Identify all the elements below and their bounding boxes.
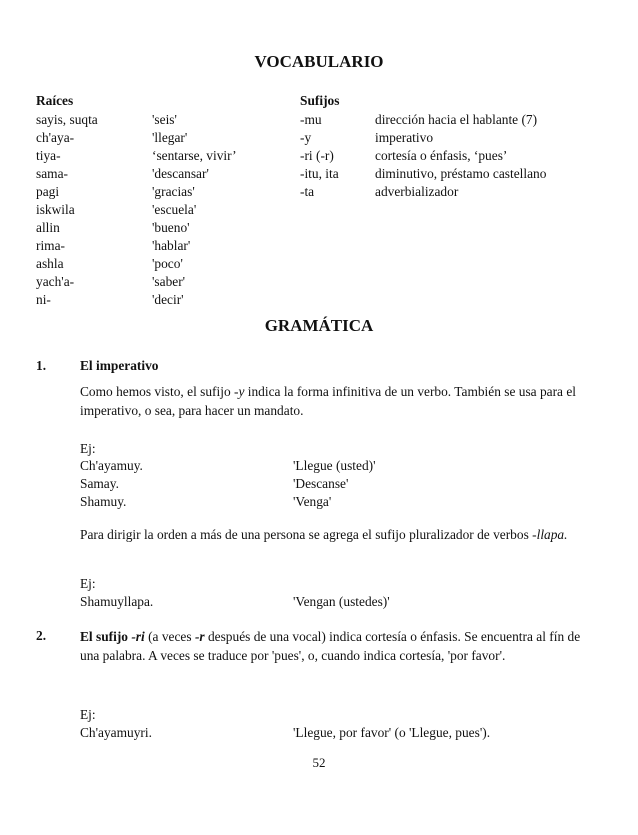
example-quechua: Shamuy. [80, 494, 127, 509]
section-1-number: 1. [36, 358, 47, 373]
root-meaning: 'escuela' [152, 202, 197, 217]
root-word: allin [36, 220, 60, 235]
suffix-form: -y [300, 130, 312, 145]
section-1-paragraph-1 [80, 382, 600, 420]
example-spanish: 'Llegue (usted)' [293, 458, 376, 473]
root-word: ashla [36, 256, 64, 271]
root-word: sayis, suqta [36, 112, 98, 127]
root-word: sama- [36, 166, 68, 181]
root-meaning: 'gracias' [152, 184, 195, 199]
root-word: iskwila [36, 202, 75, 217]
root-row [0, 220, 638, 238]
root-word: ni- [36, 292, 51, 307]
example-spanish: 'Venga' [293, 494, 332, 509]
example-label: Ej: [80, 576, 96, 591]
vocabulary-title: VOCABULARIO [254, 52, 384, 71]
suffix-meaning: cortesía o énfasis, ‘pues’ [375, 148, 508, 163]
suffix-row [0, 166, 638, 184]
root-row [0, 238, 638, 256]
root-row [0, 202, 638, 220]
suffix-form: -ta [300, 184, 315, 199]
root-meaning: 'bueno' [152, 220, 190, 235]
suffix-term: -y [234, 384, 245, 399]
root-meaning: 'llegar' [152, 130, 188, 145]
root-word: ch'aya- [36, 130, 75, 145]
text: indica la forma infinitiva de un verbo. También se usa para el imperativo, o sea, para hacer un mandato. [80, 384, 577, 418]
example-row [0, 476, 638, 494]
root-meaning: 'saber' [152, 274, 186, 289]
text: Como hemos visto, el sufijo [80, 384, 234, 399]
suffix-meaning: adverbializador [375, 184, 459, 199]
root-meaning: 'poco' [152, 256, 183, 271]
root-row [0, 292, 638, 310]
root-meaning: 'seis' [152, 112, 177, 127]
example-row [0, 458, 638, 476]
root-row [0, 256, 638, 274]
suffix-row [0, 130, 638, 148]
grammar-title: GRAMÁTICA [264, 316, 374, 335]
text: después de una vocal) indica cortesía o énfasis. Se encuentra al fín de una palabra. A veces se traduce por 'pues', o, cuando indica cortesía, 'por favor'. [80, 629, 581, 663]
page-number: 52 [312, 755, 326, 770]
roots-header: Raíces [36, 93, 74, 108]
suffix-form: -itu, ita [300, 166, 339, 181]
example-row [0, 494, 638, 512]
root-word: tiya- [36, 148, 61, 163]
example-row [0, 594, 638, 612]
suffix-term: -ri [131, 629, 145, 644]
root-word: yach'a- [36, 274, 75, 289]
suffix-form: -mu [300, 112, 322, 127]
suffix-meaning: dirección hacia el hablante (7) [375, 112, 538, 127]
text: (a veces [144, 629, 195, 644]
root-meaning: 'decir' [152, 292, 184, 307]
section-2-paragraph [80, 627, 600, 665]
suffix-term: -llapa. [532, 527, 568, 542]
suffixes-header: Sufijos [300, 93, 340, 108]
example-label: Ej: [80, 707, 96, 722]
example-spanish: 'Vengan (ustedes)' [293, 594, 390, 609]
root-word: pagi [36, 184, 60, 199]
root-meaning: 'hablar' [152, 238, 191, 253]
suffix-form: -ri (-r) [300, 148, 334, 163]
suffix-row [0, 148, 638, 166]
section-2-number: 2. [36, 628, 47, 643]
suffix-meaning: imperativo [375, 130, 434, 145]
section-1-paragraph-2 [80, 525, 600, 544]
example-label: Ej: [80, 441, 96, 456]
suffix-row [0, 112, 638, 130]
root-meaning: 'descansar' [152, 166, 209, 181]
example-spanish: 'Descanse' [293, 476, 349, 491]
example-quechua: Ch'ayamuyri. [80, 725, 152, 740]
text: Para dirigir la orden a más de una persona se agrega el sufijo pluralizador de verbos [80, 527, 533, 542]
example-quechua: Samay. [80, 476, 119, 491]
example-quechua: Ch'ayamuy. [80, 458, 143, 473]
example-row [0, 725, 638, 743]
root-row [0, 274, 638, 292]
example-spanish: 'Llegue, por favor' (o 'Llegue, pues'). [293, 725, 491, 740]
example-quechua: Shamuyllapa. [80, 594, 154, 609]
suffix-term: -r [194, 629, 205, 644]
root-word: rima- [36, 238, 65, 253]
suffix-meaning: diminutivo, préstamo castellano [375, 166, 547, 181]
suffix-row [0, 184, 638, 202]
root-meaning: ‘sentarse, vivir’ [152, 148, 237, 163]
section-2-lead: El sufijo [80, 629, 132, 644]
section-1-heading: El imperativo [80, 358, 159, 373]
